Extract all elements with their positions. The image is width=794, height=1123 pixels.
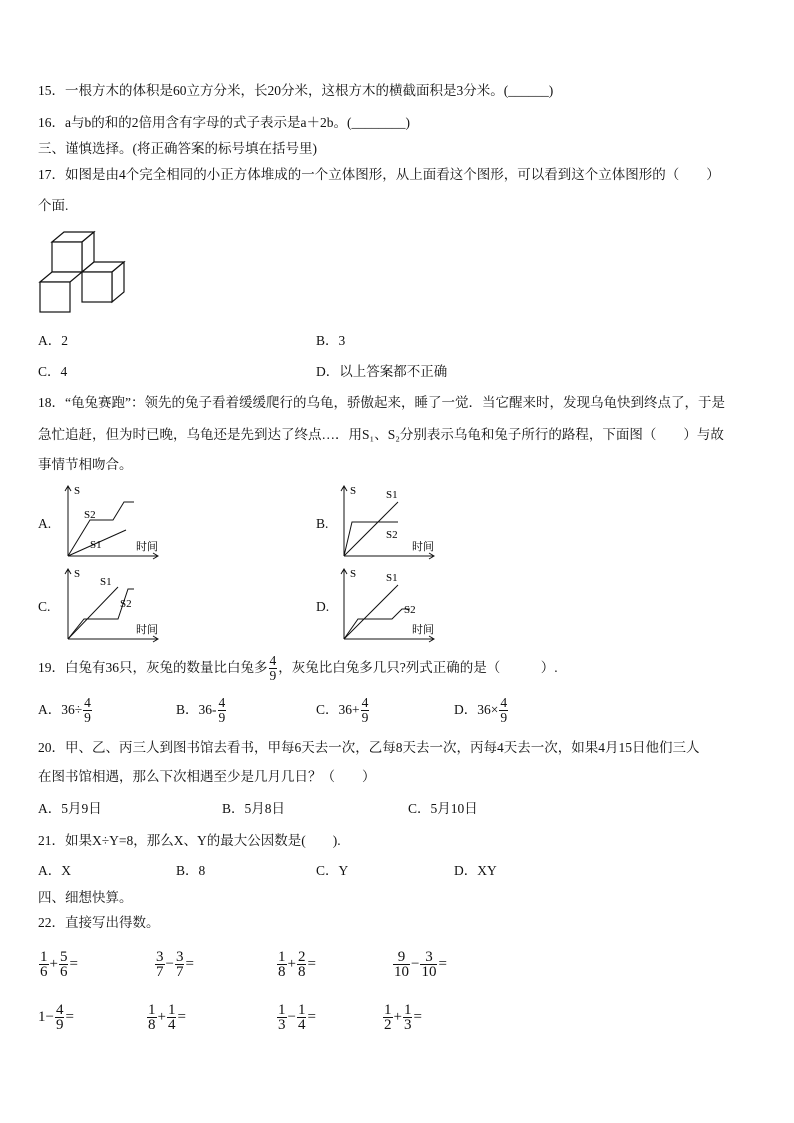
q19-option-c[interactable]: C．36+ $\frac{4}{9}$ bbox=[316, 695, 369, 726]
q18-option-d[interactable]: D. bbox=[316, 599, 330, 614]
q19-option-d[interactable]: D．36× $\frac{4}{9}$ bbox=[454, 695, 508, 726]
calc-1-3: $\frac{1}{8}$ + $\frac{2}{8}$ = bbox=[278, 949, 316, 980]
graph-c bbox=[60, 565, 170, 647]
s2-label: S2 bbox=[386, 529, 398, 541]
calc-2-4: $\frac{1}{2}$ + $\frac{1}{3}$ = bbox=[384, 1002, 422, 1033]
calc-2-1: 1− $\frac{4}{9}$ = bbox=[38, 1002, 74, 1033]
q19-fraction: $\frac{4}{9}$ bbox=[269, 653, 277, 684]
x-axis-label: 时间 bbox=[412, 541, 434, 553]
question-22: 22．直接写出得数。 bbox=[38, 915, 160, 930]
y-axis-label: S bbox=[350, 485, 357, 497]
calc-2-3: $\frac{1}{3}$ − $\frac{1}{4}$ = bbox=[278, 1002, 316, 1033]
s1-label: S1 bbox=[386, 489, 398, 501]
x-axis-label: 时间 bbox=[412, 624, 434, 636]
q21-option-a[interactable]: A．X bbox=[38, 863, 71, 878]
section-3-heading: 三、谨慎选择。(将正确答案的标号填在括号里) bbox=[38, 141, 317, 156]
q17-option-d[interactable]: D．以上答案都不正确 bbox=[316, 364, 448, 379]
q19-text-post: ，灰兔比白兔多几只?列式正确的是（ ）. bbox=[278, 660, 558, 675]
q20-option-c[interactable]: C．5月10日 bbox=[408, 801, 478, 816]
q19-text-pre: 19．白兔有36只，灰兔的数量比白兔多 bbox=[38, 660, 268, 675]
q18-option-b[interactable]: B. bbox=[316, 516, 329, 531]
question-18-line-2: 急忙追赶，但为时已晚，乌龟还是先到达了终点…．用S₁、S₂分别表示乌龟和兔子所行的路程，下面图（ ）与故 bbox=[38, 427, 724, 442]
x-axis-label: 时间 bbox=[136, 624, 158, 636]
s2-label: S2 bbox=[120, 598, 132, 610]
question-18-line-3: 事情节相吻合。 bbox=[38, 457, 133, 472]
q18-option-c[interactable]: C. bbox=[38, 599, 51, 614]
q17-option-c[interactable]: C．4 bbox=[38, 364, 68, 379]
q21-option-d[interactable]: D．XY bbox=[454, 863, 497, 878]
s2-label: S2 bbox=[84, 509, 96, 521]
y-axis-label: S bbox=[350, 568, 357, 580]
question-20-line-2: 在图书馆相遇，那么下次相遇至少是几月几日？（ ） bbox=[38, 769, 376, 784]
question-21: 21．如果X÷Y=8，那么X、Y的最大公因数是( ). bbox=[38, 833, 341, 848]
y-axis-label: S bbox=[74, 485, 81, 497]
q19-option-b[interactable]: B．36- $\frac{4}{9}$ bbox=[176, 695, 226, 726]
q18-option-a[interactable]: A. bbox=[38, 516, 52, 531]
cube-stack-figure bbox=[38, 230, 130, 316]
question-15: 15．一根方木的体积是60立方分米，长20分米，这根方木的横截面积是3分米。(______) bbox=[38, 83, 554, 98]
s1-label: S1 bbox=[100, 576, 112, 588]
q20-option-a[interactable]: A．5月9日 bbox=[38, 801, 102, 816]
calc-1-4: $\frac{9}{10}$ − $\frac{3}{10}$ = bbox=[394, 949, 447, 980]
y-axis-label: S bbox=[74, 568, 81, 580]
x-axis-label: 时间 bbox=[136, 541, 158, 553]
question-18-line-1: 18．“龟兔赛跑”：领先的兔子看着缓缓爬行的乌龟，骄傲起来，睡了一觉．当它醒来时，发现乌龟快到终点了，于是 bbox=[38, 395, 725, 410]
calc-1-2: $\frac{3}{7}$ − $\frac{3}{7}$ = bbox=[156, 949, 194, 980]
s2-label: S2 bbox=[404, 604, 416, 616]
q20-option-b[interactable]: B．5月8日 bbox=[222, 801, 286, 816]
question-16: 16．a与b的和的2倍用含有字母的式子表示是a＋2b。(________) bbox=[38, 115, 410, 130]
calc-2-2: $\frac{1}{8}$ + $\frac{1}{4}$ = bbox=[148, 1002, 186, 1033]
q17-option-a[interactable]: A．2 bbox=[38, 333, 68, 348]
q19-option-a[interactable]: A．36÷ $\frac{4}{9}$ bbox=[38, 695, 91, 726]
question-19 bbox=[38, 650, 558, 686]
question-17-line-2: 个面. bbox=[38, 198, 69, 213]
question-17-line-1: 17．如图是由4个完全相同的小正方体堆成的一个立体图形，从上面看这个图形，可以看到这个立体图形的（ ） bbox=[38, 167, 720, 182]
question-20-line-1: 20．甲、乙、丙三人到图书馆去看书，甲每6天去一次，乙每8天去一次，丙每4天去一次，如果4月15日他们三人 bbox=[38, 740, 700, 755]
q21-option-b[interactable]: B．8 bbox=[176, 863, 206, 878]
q21-option-c[interactable]: C．Y bbox=[316, 863, 349, 878]
s1-label: S1 bbox=[90, 539, 102, 551]
q17-option-b[interactable]: B．3 bbox=[316, 333, 346, 348]
graph-d bbox=[336, 565, 446, 647]
section-4-heading: 四、细想快算。 bbox=[38, 890, 133, 905]
s1-label: S1 bbox=[386, 572, 398, 584]
calc-1-1: $\frac{1}{6}$ + $\frac{5}{6}$ = bbox=[40, 949, 78, 980]
graph-a bbox=[60, 482, 170, 564]
graph-b bbox=[336, 482, 446, 564]
